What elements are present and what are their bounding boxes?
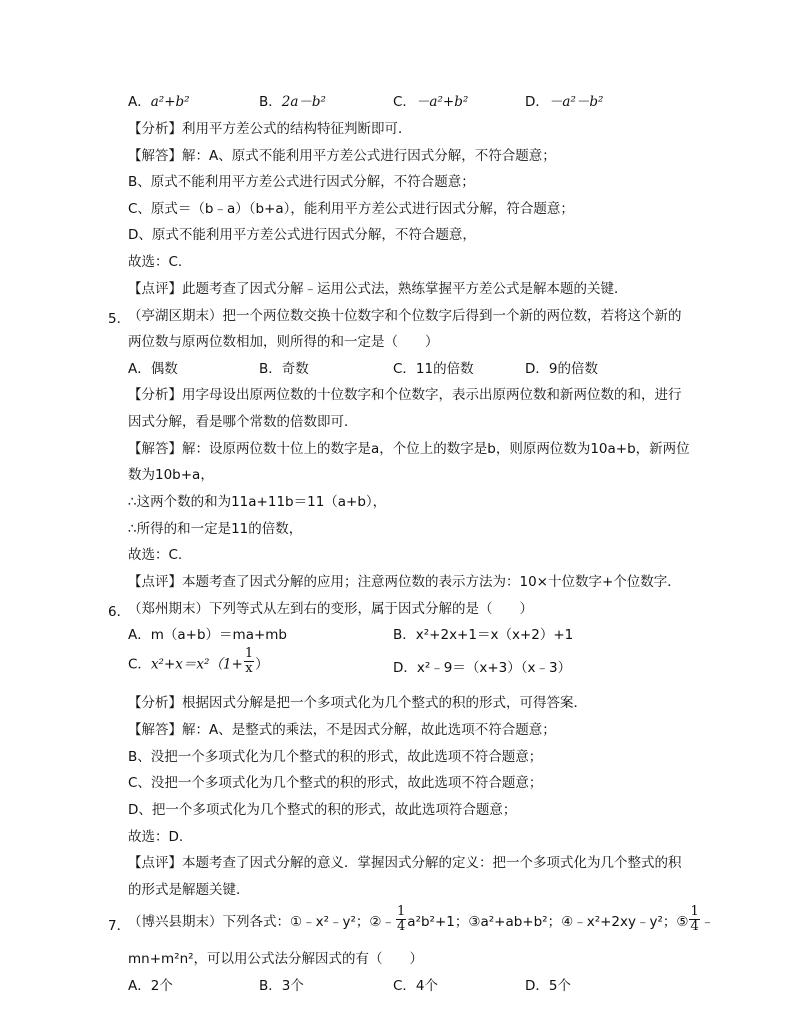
q5-stem: （亭湖区期末）把一个两位数交换十位数字和个位数字后得到一个新的两位数，若将这个新的 bbox=[128, 308, 682, 324]
fraction-1-over-4: $\frac{1}{4}$ bbox=[690, 903, 699, 934]
q4-option-a: A．a²+b² bbox=[128, 94, 190, 110]
q7-option-b: B．3个 bbox=[259, 978, 304, 994]
q5-option-c: C．11的倍数 bbox=[393, 361, 474, 377]
q6-analysis: 【分析】根据因式分解是把一个多项式化为几个整式的积的形式，可得答案． bbox=[128, 695, 587, 711]
q6-option-b: B．x²+2x+1＝x（x+2）+1 bbox=[393, 627, 574, 643]
q4-answer-line: 【解答】解：A、原式不能利用平方差公式进行因式分解，不符合题意； bbox=[128, 148, 556, 164]
q6-answer-line: 【解答】解：A、是整式的乘法，不是因式分解，故此选项不符合题意； bbox=[128, 722, 556, 738]
q4-answer-line: C、原式＝（b﹣a）（b+a），能利用平方差公式进行因式分解，符合题意； bbox=[128, 201, 574, 217]
q6-option-a: A．m（a+b）＝ma+mb bbox=[128, 627, 287, 643]
q4-analysis: 【分析】利用平方差公式的结构特征判断即可． bbox=[128, 121, 412, 137]
q5-analysis: 因式分解，看是哪个常数的倍数即可． bbox=[128, 414, 358, 430]
fraction-1-over-x: $\frac{1}{x}$ bbox=[244, 646, 254, 676]
q5-analysis: 【分析】用字母设出原两位数的十位数字和个位数字，表示出原两位数和新两位数的和，进行 bbox=[128, 387, 682, 403]
q4-answer-line: D、原式不能利用平方差公式进行因式分解，不符合题意， bbox=[128, 227, 476, 243]
q5-number: 5． bbox=[108, 311, 131, 327]
q5-option-d: D．9的倍数 bbox=[525, 361, 598, 377]
q5-answer-line: ∴这两个数的和为11a+11b＝11（a+b）， bbox=[128, 494, 387, 510]
q4-option-b: B．2a－b² bbox=[259, 94, 326, 110]
q7-option-d: D．5个 bbox=[525, 978, 571, 994]
q6-stem: （郑州期末）下列等式从左到右的变形，属于因式分解的是（ ） bbox=[128, 601, 533, 617]
q6-option-c: C．x²+x＝x²（1+ $\frac{1}{x}$ ） bbox=[128, 646, 269, 676]
q4-option-c: C．－a²+b² bbox=[393, 94, 469, 110]
q5-answer-line: 故选：C. bbox=[128, 547, 183, 563]
q5-option-a: A．偶数 bbox=[128, 361, 178, 377]
q4-answer-line: 故选：C. bbox=[128, 254, 183, 270]
q7-number: 7． bbox=[108, 918, 131, 934]
q7-option-a: A．2个 bbox=[128, 978, 173, 994]
q6-answer-line: D、把一个多项式化为几个整式的积的形式，故此选项符合题意； bbox=[128, 802, 517, 818]
q5-answer-line: 【解答】解：设原两位数十位上的数字是a，个位上的数字是b，则原两位数为10a+b，新两位 bbox=[128, 441, 690, 457]
q5-stem: 两位数与原两位数相加，则所得的和一定是（ ） bbox=[128, 334, 439, 350]
q6-option-d: D．x²﹣9＝（x+3）（x﹣3） bbox=[393, 660, 572, 676]
q7-stem: （博兴县期末）下列各式：①﹣x²﹣y²；②﹣ $\frac{1}{4}$ a²b²+1；③a²+ab+b²；④﹣x²+2xy﹣y²；⑤ $\frac{1}{4}$ ﹣ bbox=[128, 903, 715, 934]
q6-comment: 【点评】本题考查了因式分解的意义．掌握因式分解的定义：把一个多项式化为几个整式的积 bbox=[128, 855, 682, 871]
q6-answer-line: B、没把一个多项式化为几个整式的积的形式，故此选项不符合题意； bbox=[128, 749, 543, 765]
q4-answer-line: B、原式不能利用平方差公式进行因式分解，不符合题意； bbox=[128, 174, 475, 190]
q4-comment: 【点评】此题考查了因式分解﹣运用公式法，熟练掌握平方差公式是解本题的关键． bbox=[128, 281, 628, 297]
q6-answer-line: C、没把一个多项式化为几个整式的积的形式，故此选项不符合题意； bbox=[128, 775, 543, 791]
q5-comment: 【点评】本题考查了因式分解的应用；注意两位数的表示方法为：10×十位数字+个位数字． bbox=[128, 574, 681, 590]
q5-answer-line: 数为10b+a， bbox=[128, 467, 214, 483]
q6-number: 6． bbox=[108, 604, 131, 620]
q6-comment: 的形式是解题关键． bbox=[128, 882, 250, 898]
q6-answer-line: 故选：D. bbox=[128, 829, 184, 845]
q7-option-c: C．4个 bbox=[393, 978, 439, 994]
q7-stem: mn+m²n²，可以用公式法分解因式的有（ ） bbox=[128, 951, 424, 967]
q5-answer-line: ∴所得的和一定是11的倍数， bbox=[128, 521, 303, 537]
q5-option-b: B．奇数 bbox=[259, 361, 309, 377]
fraction-1-over-4: $\frac{1}{4}$ bbox=[397, 903, 406, 934]
q4-option-d: D．－a²－b² bbox=[525, 94, 604, 110]
